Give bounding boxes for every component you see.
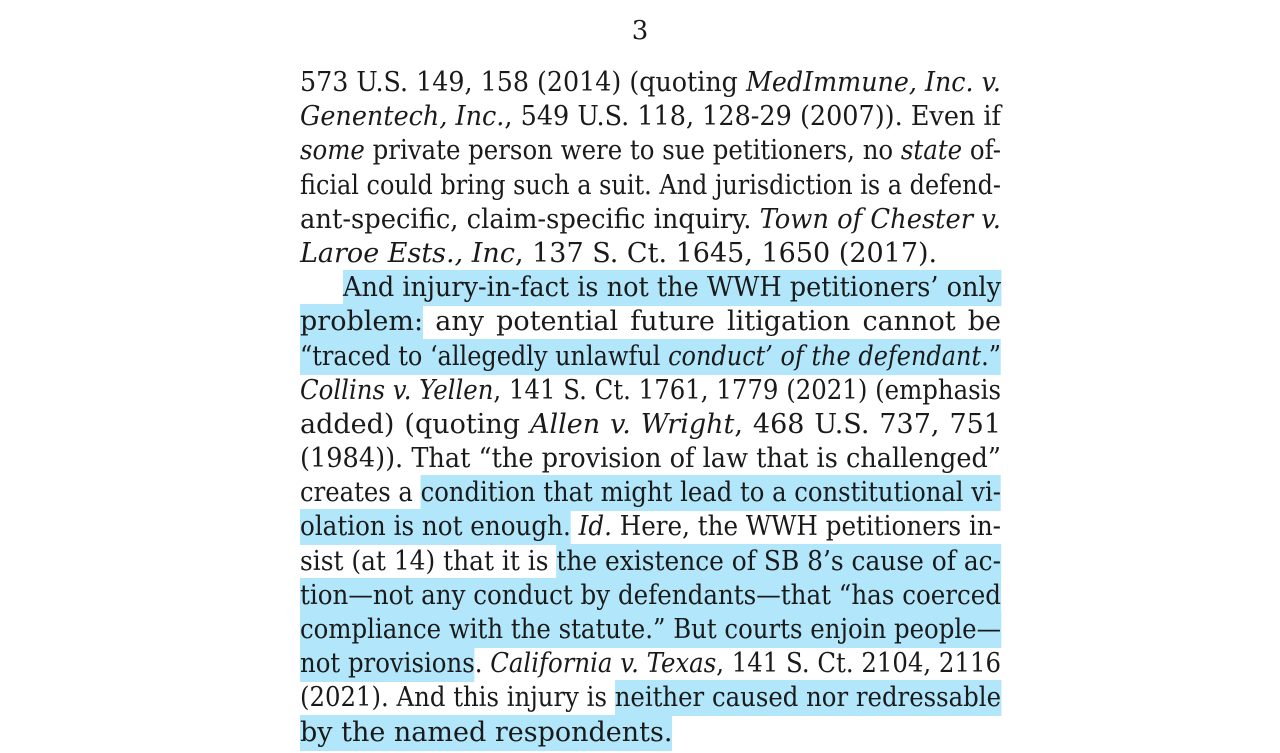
highlighted-text: not provisions [300,646,475,682]
highlighted-text: compliance with the statute.” But courts enjoin people— [300,612,1001,648]
highlighted-text: And injury-in-fact is not the WWH petitioners’ only [343,270,1001,306]
text-line [300,613,1001,647]
emphasis: state [900,135,963,167]
text-line: (1984)). That “the provision of law that is challenged” [300,443,1001,475]
body-text [300,66,1001,750]
text-line: olation is not enough. Id. Here, the WWH petitioners in- [300,510,1001,544]
text-line [300,271,1001,305]
highlighted-text: the existence of SB 8’s cause of ac- [556,544,1001,580]
case-name: Allen v. Wright [530,408,735,440]
text-line: Laroe Ests., Inc, 137 S. Ct. 1645, 1650 (2017). [300,237,938,269]
highlighted-text: problem: [300,304,423,340]
text-line: creates a condition that might lead to a constitutional vi- [300,476,1001,510]
highlighted-text: by the named respondents. [300,715,672,751]
highlighted-text: olation is not enough. [300,509,571,545]
highlighted-text: “traced to ‘allegedly unlawful conduct’ of the defendant.” [300,339,1001,375]
text-line: ficial could bring such a suit. And jurisdiction is a defend- [300,169,1001,201]
text-line: Genentech, Inc., 549 U.S. 118, 128-29 (2007)). Even if [300,101,1001,133]
emphasis: some [300,135,365,167]
case-name: California v. Texas [490,648,717,680]
highlighted-text: neither caused nor redressable [615,680,1001,716]
text-line: Collins v. Yellen, 141 S. Ct. 1761, 1779 (2021) (emphasis [300,374,1001,406]
text-line: (2021). And this injury is neither caused nor redressable [300,681,1001,715]
text-line: sist (at 14) that it is the existence of SB 8’s cause of ac- [300,545,1001,579]
case-name: MedImmune, Inc. v. [745,67,1001,98]
text-line: some private person were to sue petitioners, no state of- [300,135,1001,167]
text-line: ant-specific, claim-specific inquiry. Town of Chester v. [300,203,1001,235]
text-line: added) (quoting Allen v. Wright, 468 U.S. 737, 751 [300,408,1001,440]
highlighted-text: tion—not any conduct by defendants—that “has coerced [300,578,1001,614]
text-line: 573 U.S. 149, 158 (2014) (quoting MedImmune, Inc. v. [300,67,1001,98]
text-line [300,340,1001,374]
case-name: Laroe Ests., Inc [300,237,515,269]
text-line: not provisions. California v. Texas, 141 S. Ct. 2104, 2116 [300,647,1001,681]
page-number: 3 [631,16,649,46]
citation-signal: Id. [578,511,612,543]
text-line [300,716,1001,750]
highlighted-text: condition that might lead to a constitutional vi- [421,475,1001,511]
text-line [300,579,1001,613]
case-name: Town of Chester v. [759,203,1001,235]
case-name: Genentech, Inc. [300,101,505,133]
text-line: problem: any potential future litigation cannot be [300,305,1001,339]
case-name: Collins v. Yellen [300,374,494,406]
